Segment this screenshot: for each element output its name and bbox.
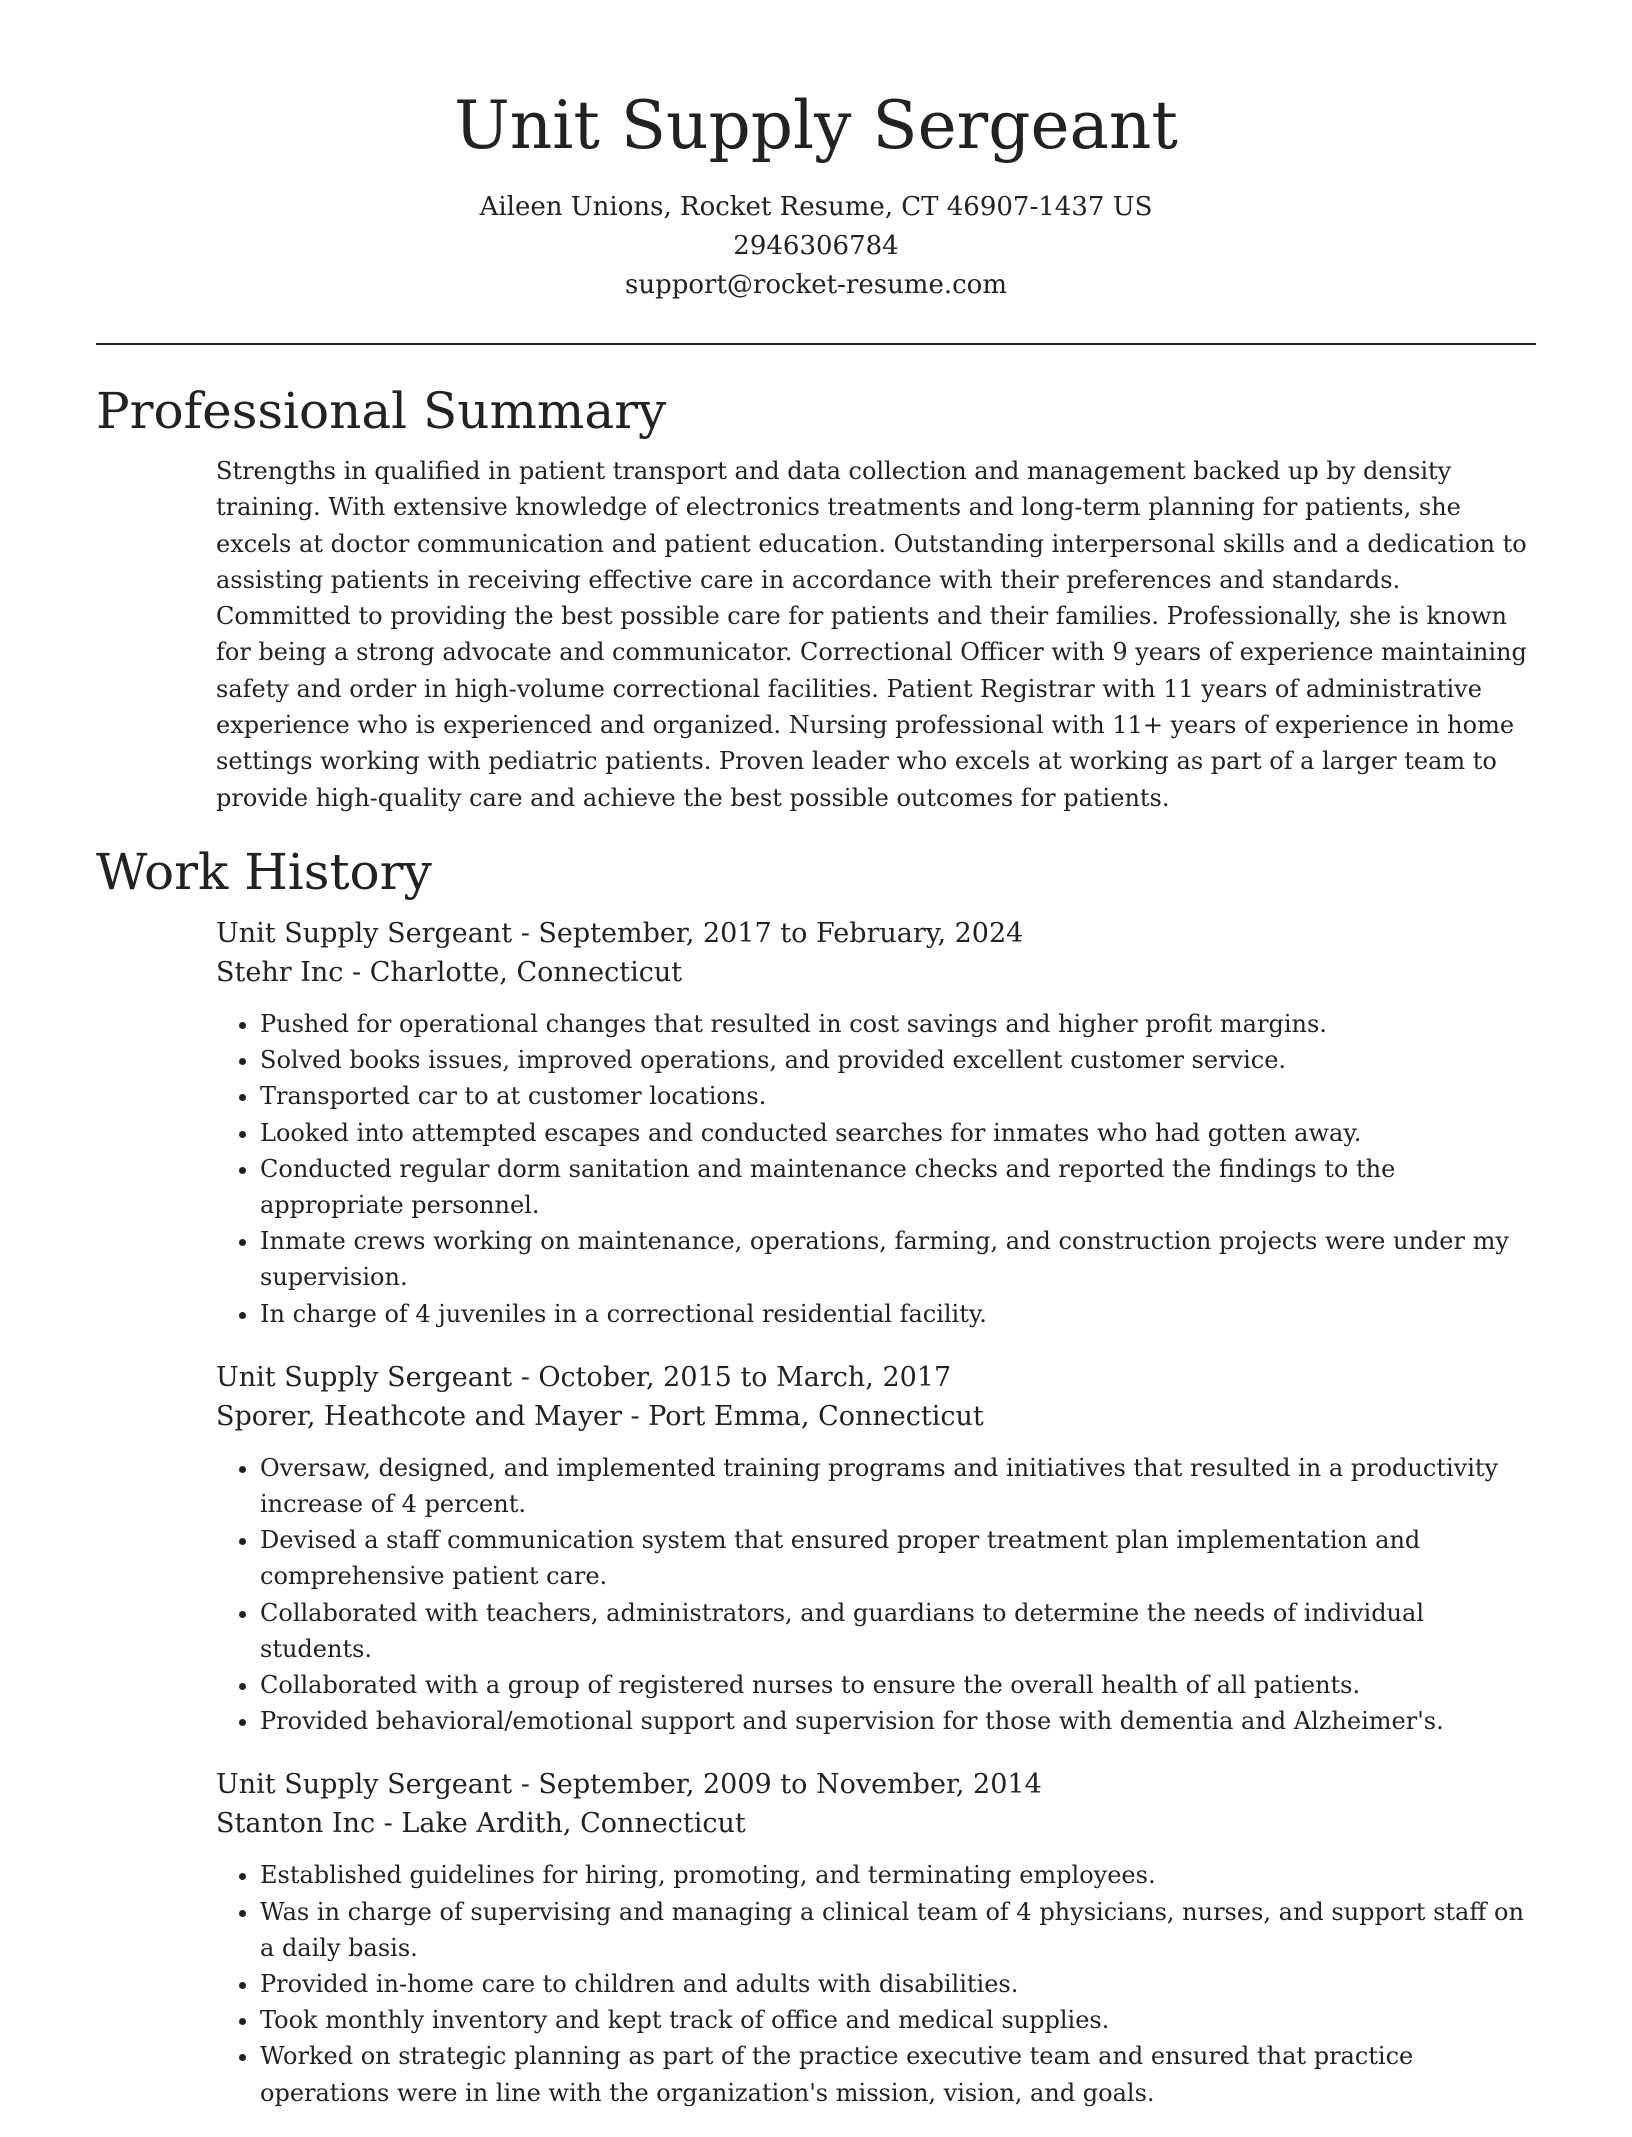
job-title-line xyxy=(216,1765,1536,1804)
job-bullet-item: • Inmate crews working on maintenance, operations, farming, and construction projects were under my supervision. xyxy=(260,1223,1536,1295)
job-bullet-item: • Oversaw, designed, and implemented training programs and initiatives that resulted in a productivity increase of 4 percent. xyxy=(260,1450,1536,1522)
job-separator: - xyxy=(621,1400,649,1432)
job-bullet-item: • Took monthly inventory and kept track of office and medical supplies. xyxy=(260,2002,1536,2038)
job-dates: September, 2017 to February, 2024 xyxy=(538,917,1024,949)
job-bullet-item: • Devised a staff communication system that ensured proper treatment plan implementation and comprehensive patient care. xyxy=(260,1522,1536,1594)
job-bullet-item: • Worked on strategic planning as part of the practice executive team and ensured that practice operations were in line with the organization's mission, vision, and goals. xyxy=(260,2038,1536,2110)
job-separator: - xyxy=(343,956,370,988)
job-bullet-item: • Pushed for operational changes that resulted in cost savings and higher profit margins. xyxy=(260,1006,1536,1042)
contact-email: support@rocket-resume.com xyxy=(624,270,1007,300)
job-bullet-item: • Was in charge of supervising and managing a clinical team of 4 physicians, nurses, and support staff on a daily basis. xyxy=(260,1894,1536,1966)
job-title: Unit Supply Sergeant xyxy=(216,1769,513,1801)
header-divider xyxy=(96,343,1536,345)
professional-summary-section xyxy=(96,379,1536,816)
job-company: Stehr Inc xyxy=(216,956,344,988)
work-history-list xyxy=(216,914,1536,2111)
job-bullet-item: • Solved books issues, improved operations, and provided excellent customer service. xyxy=(260,1042,1536,1078)
job-bullets xyxy=(216,1857,1536,2110)
job-bullet-item: • Transported car to at customer locations. xyxy=(260,1078,1536,1114)
job-bullets xyxy=(216,1006,1536,1332)
job-company: Stanton Inc xyxy=(216,1808,376,1840)
job-location: Charlotte, Connecticut xyxy=(369,956,683,988)
job-bullet-item: • Collaborated with teachers, administrators, and guardians to determine the needs of individual students. xyxy=(260,1595,1536,1667)
summary-text: Strengths in qualified in patient transport and data collection and management backed up by density training. With extensive knowledge of electronics treatments and long-term planning for patients, she excels at doctor communication and patient education. Outstanding interpersonal skills and a dedication to assisting patients in receiving effective care in accordance with their preferences and standards. Committed to providing the best possible care for patients and their families. Professionally, she is known for being a strong advocate and communicator. Correctional Officer with 9 years of experience maintaining safety and order in high-volume correctional facilities. Patient Registrar with 11 years of administrative experience who is experienced and organized. Nursing professional with 11+ years of experience in home settings working with pediatric patients. Proven leader who excels at working as part of a larger team to provide high-quality care and achieve the best possible outcomes for patients. xyxy=(216,457,1527,812)
job-separator: - xyxy=(512,1769,539,1801)
job-dates: October, 2015 to March, 2017 xyxy=(538,1361,952,1393)
contact-address: Aileen Unions, Rocket Resume, CT 46907-1437 US xyxy=(479,192,1153,222)
job-entry xyxy=(216,1765,1536,2110)
job-bullet-item: • Conducted regular dorm sanitation and maintenance checks and reported the findings to the appropriate personnel. xyxy=(260,1151,1536,1223)
section-title-summary: Professional Summary xyxy=(96,382,667,440)
job-bullet-item: • Provided behavioral/emotional support and supervision for those with dementia and Alzheimer's. xyxy=(260,1703,1536,1739)
job-title: Unit Supply Sergeant xyxy=(216,1361,513,1393)
job-company: Sporer, Heathcote and Mayer xyxy=(216,1400,622,1432)
job-location: Port Emma, Connecticut xyxy=(648,1400,984,1432)
job-title-line xyxy=(216,914,1536,953)
job-entry xyxy=(216,914,1536,1332)
job-company-line xyxy=(216,1804,1536,1843)
job-title: Unit Supply Sergeant xyxy=(216,917,513,949)
resume-name: Unit Supply Sergeant xyxy=(454,87,1178,164)
job-separator: - xyxy=(512,1361,539,1393)
summary-body xyxy=(216,453,1536,816)
job-bullet-item: • Looked into attempted escapes and conducted searches for inmates who had gotten away. xyxy=(260,1115,1536,1151)
job-separator: - xyxy=(512,917,539,949)
job-company-line xyxy=(216,953,1536,992)
resume-page xyxy=(96,0,1536,2137)
job-dates: September, 2009 to November, 2014 xyxy=(538,1769,1042,1801)
job-bullet-item: • Collaborated with a group of registered nurses to ensure the overall health of all patients. xyxy=(260,1667,1536,1703)
contact-phone: 2946306784 xyxy=(733,231,899,261)
job-location: Lake Ardith, Connecticut xyxy=(401,1808,746,1840)
resume-header xyxy=(96,0,1536,305)
job-bullet-item: • In charge of 4 juveniles in a correctional residential facility. xyxy=(260,1296,1536,1332)
job-bullet-item: • Established guidelines for hiring, promoting, and terminating employees. xyxy=(260,1857,1536,1893)
job-separator: - xyxy=(375,1808,402,1840)
job-bullets xyxy=(216,1450,1536,1740)
section-title-work-history: Work History xyxy=(96,842,432,901)
work-history-section xyxy=(96,840,1536,2111)
job-company-line xyxy=(216,1397,1536,1436)
job-bullet-item: • Provided in-home care to children and adults with disabilities. xyxy=(260,1966,1536,2002)
job-title-line xyxy=(216,1358,1536,1397)
job-entry xyxy=(216,1358,1536,1740)
